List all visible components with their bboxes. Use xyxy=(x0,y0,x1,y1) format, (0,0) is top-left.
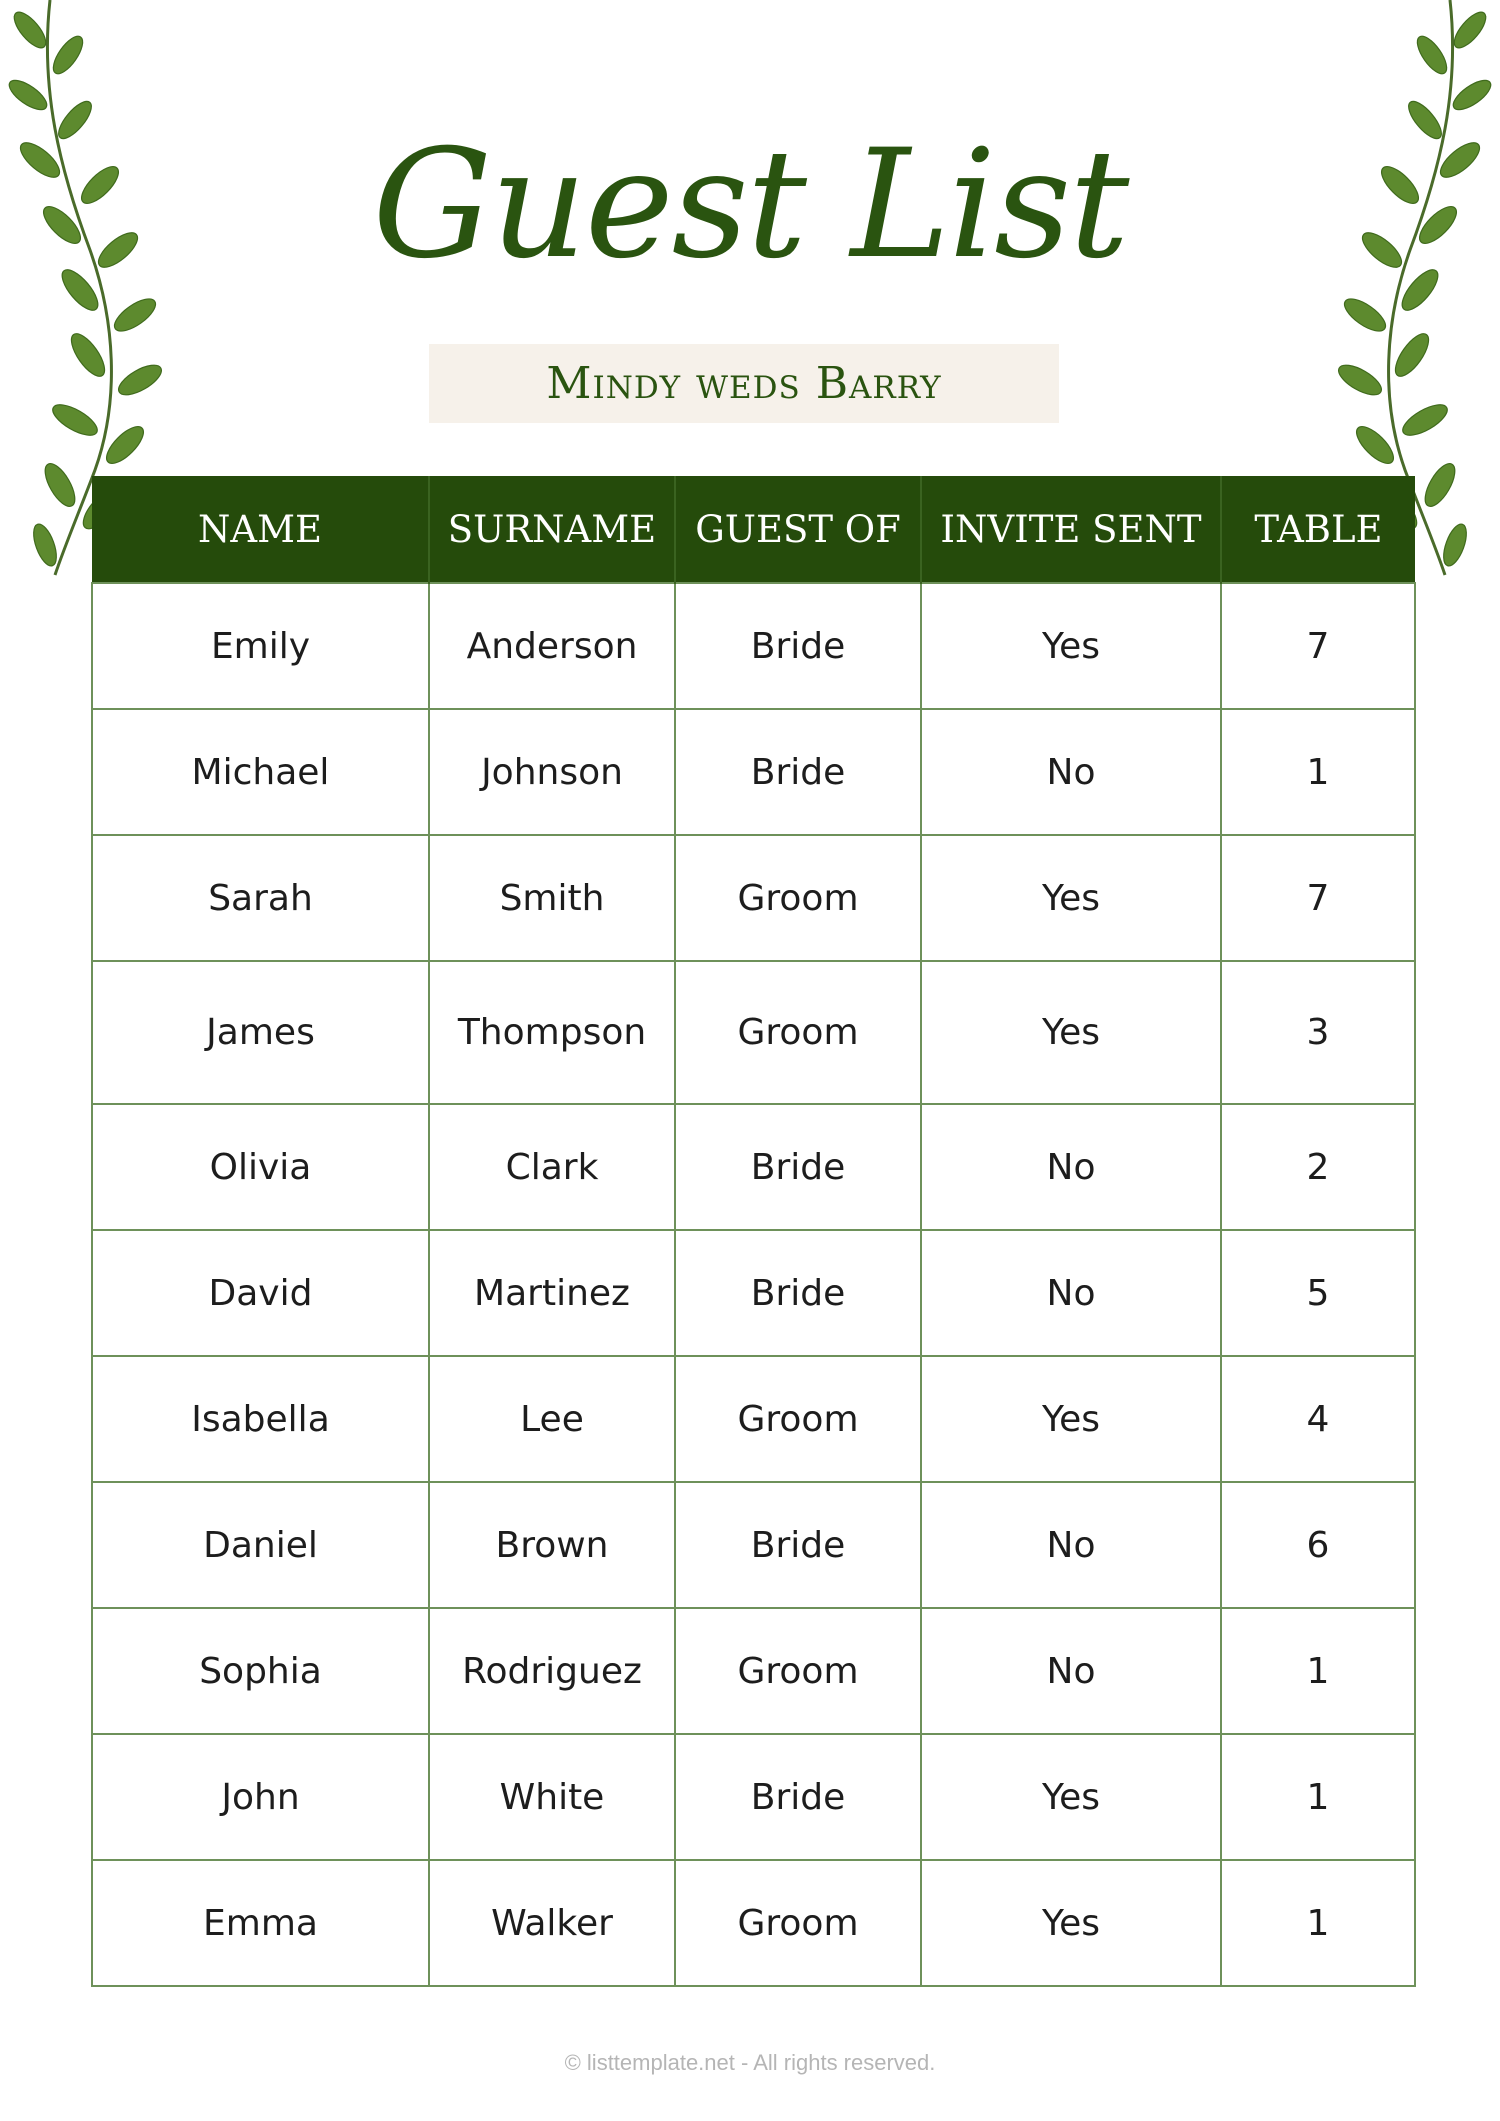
cell-table: 1 xyxy=(1221,1734,1415,1860)
cell-table: 5 xyxy=(1221,1230,1415,1356)
cell-surname: Walker xyxy=(429,1860,675,1986)
column-header-guest-of: GUEST OF xyxy=(675,476,921,583)
table-body xyxy=(92,583,1415,1986)
cell-name: Emma xyxy=(92,1860,429,1986)
table-row xyxy=(92,835,1415,961)
cell-name: Isabella xyxy=(92,1356,429,1482)
cell-surname: Clark xyxy=(429,1104,675,1230)
page-title: Guest List xyxy=(372,118,1128,292)
table-row xyxy=(92,1482,1415,1608)
table-row xyxy=(92,1734,1415,1860)
cell-guest-of: Groom xyxy=(675,961,921,1104)
cell-guest-of: Bride xyxy=(675,1230,921,1356)
cell-surname: Smith xyxy=(429,835,675,961)
cell-table: 6 xyxy=(1221,1482,1415,1608)
cell-name: Emily xyxy=(92,583,429,709)
cell-name: Daniel xyxy=(92,1482,429,1608)
cell-invite-sent: No xyxy=(921,1230,1221,1356)
table-row xyxy=(92,1608,1415,1734)
cell-name: Sophia xyxy=(92,1608,429,1734)
cell-surname: Johnson xyxy=(429,709,675,835)
cell-table: 1 xyxy=(1221,1608,1415,1734)
cell-invite-sent: Yes xyxy=(921,835,1221,961)
table-row xyxy=(92,1356,1415,1482)
cell-surname: Anderson xyxy=(429,583,675,709)
cell-name: Olivia xyxy=(92,1104,429,1230)
column-header-surname: SURNAME xyxy=(429,476,675,583)
cell-table: 1 xyxy=(1221,709,1415,835)
cell-guest-of: Bride xyxy=(675,709,921,835)
cell-table: 7 xyxy=(1221,835,1415,961)
column-header-table: TABLE xyxy=(1221,476,1415,583)
cell-surname: Brown xyxy=(429,1482,675,1608)
cell-guest-of: Groom xyxy=(675,835,921,961)
cell-guest-of: Groom xyxy=(675,1356,921,1482)
cell-surname: White xyxy=(429,1734,675,1860)
cell-invite-sent: No xyxy=(921,1482,1221,1608)
table-row xyxy=(92,1104,1415,1230)
cell-name: James xyxy=(92,961,429,1104)
cell-name: Michael xyxy=(92,709,429,835)
cell-invite-sent: Yes xyxy=(921,1860,1221,1986)
cell-table: 4 xyxy=(1221,1356,1415,1482)
table-row xyxy=(92,1230,1415,1356)
cell-guest-of: Bride xyxy=(675,1482,921,1608)
cell-surname: Rodriguez xyxy=(429,1608,675,1734)
page-subtitle: Mindy weds Barry xyxy=(429,344,1059,423)
cell-invite-sent: Yes xyxy=(921,1356,1221,1482)
table-row xyxy=(92,961,1415,1104)
cell-invite-sent: No xyxy=(921,709,1221,835)
cell-name: David xyxy=(92,1230,429,1356)
cell-name: John xyxy=(92,1734,429,1860)
cell-table: 1 xyxy=(1221,1860,1415,1986)
guest-table xyxy=(91,476,1416,1987)
table-header-row xyxy=(92,476,1415,583)
column-header-name: NAME xyxy=(92,476,429,583)
cell-guest-of: Bride xyxy=(675,1104,921,1230)
cell-invite-sent: No xyxy=(921,1608,1221,1734)
cell-name: Sarah xyxy=(92,835,429,961)
cell-invite-sent: Yes xyxy=(921,961,1221,1104)
table-row xyxy=(92,583,1415,709)
cell-table: 2 xyxy=(1221,1104,1415,1230)
cell-surname: Martinez xyxy=(429,1230,675,1356)
copyright-footer: © listtemplate.net - All rights reserved. xyxy=(564,2050,936,2075)
cell-surname: Lee xyxy=(429,1356,675,1482)
cell-guest-of: Bride xyxy=(675,1734,921,1860)
table-row xyxy=(92,1860,1415,1986)
cell-invite-sent: Yes xyxy=(921,1734,1221,1860)
cell-invite-sent: Yes xyxy=(921,583,1221,709)
cell-guest-of: Groom xyxy=(675,1860,921,1986)
cell-surname: Thompson xyxy=(429,961,675,1104)
cell-invite-sent: No xyxy=(921,1104,1221,1230)
cell-guest-of: Bride xyxy=(675,583,921,709)
cell-table: 3 xyxy=(1221,961,1415,1104)
cell-table: 7 xyxy=(1221,583,1415,709)
cell-guest-of: Groom xyxy=(675,1608,921,1734)
table-row xyxy=(92,709,1415,835)
column-header-invite-sent: INVITE SENT xyxy=(921,476,1221,583)
